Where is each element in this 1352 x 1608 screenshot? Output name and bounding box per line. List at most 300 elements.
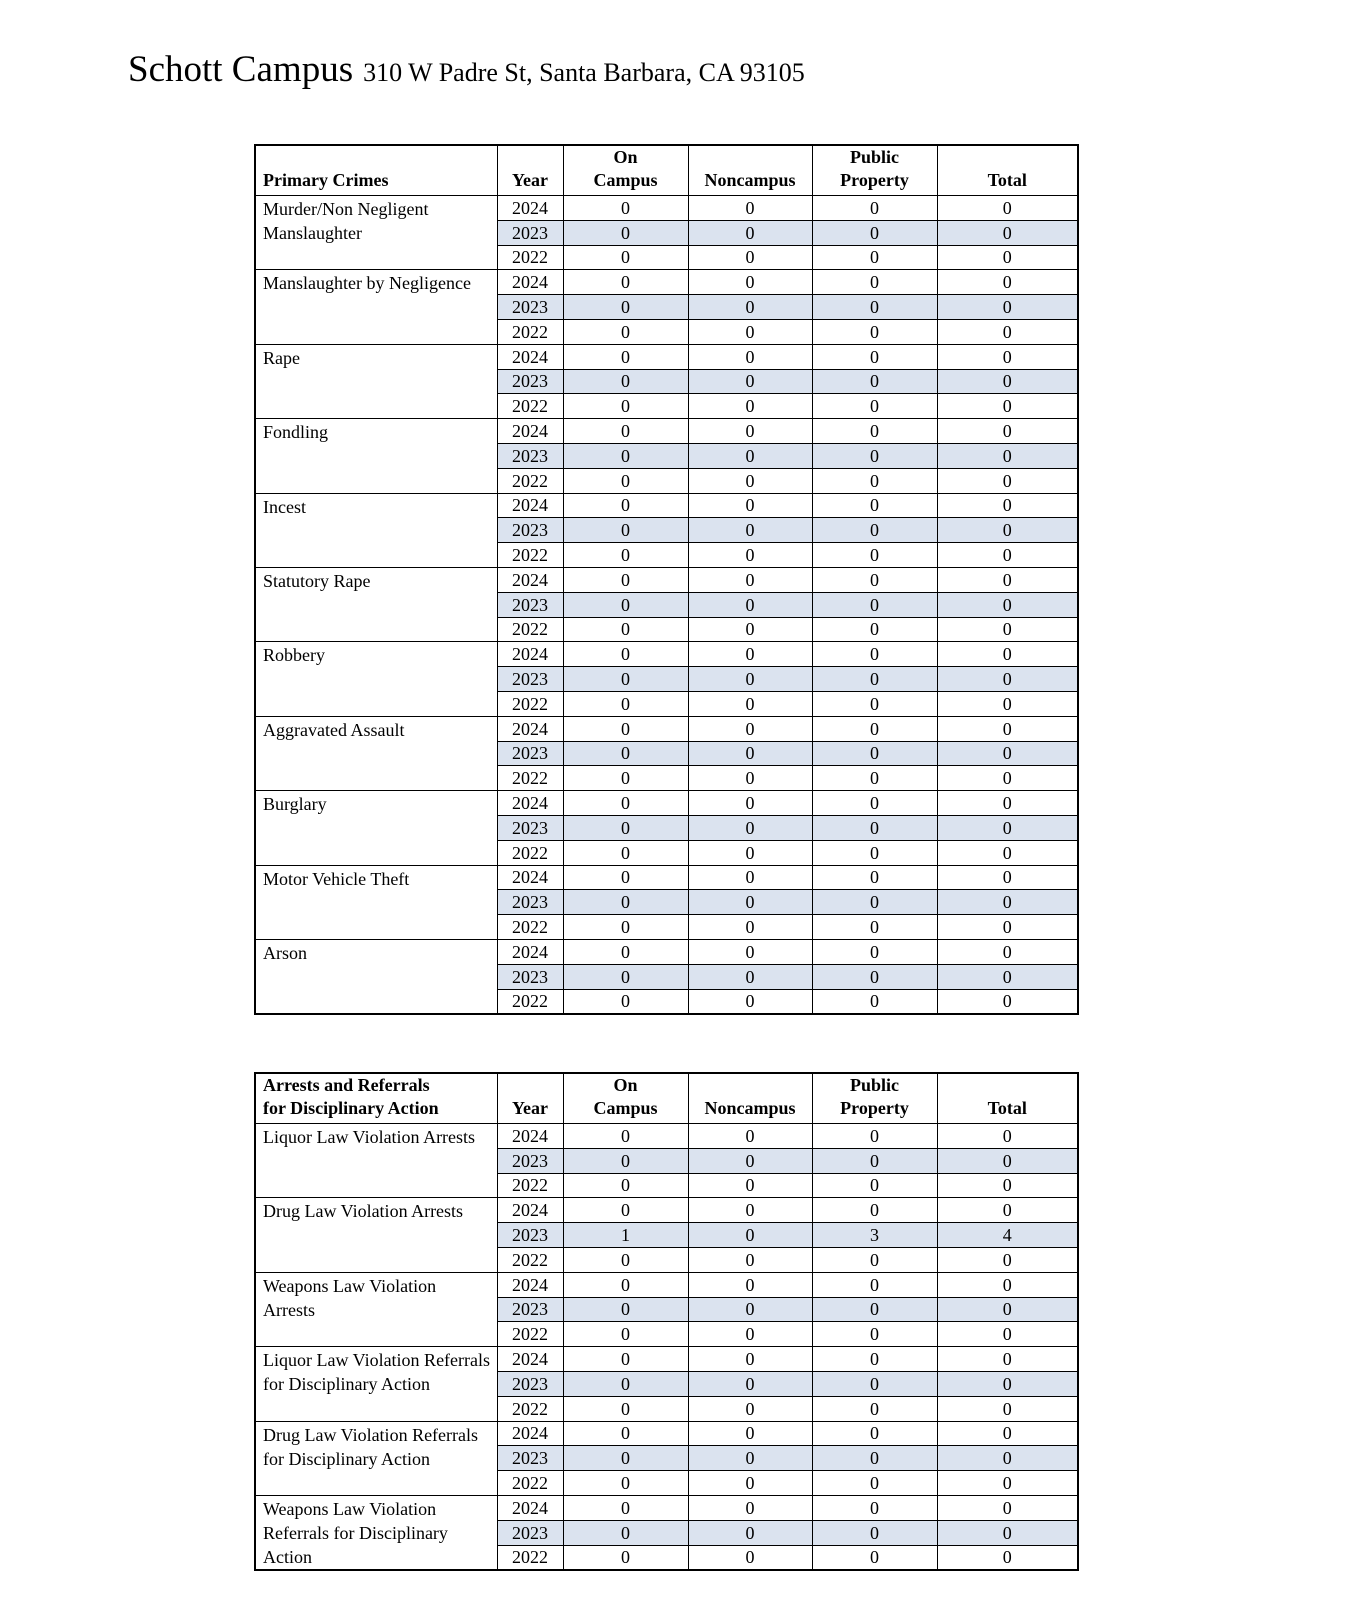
category-cell: Drug Law Violation Arrests (255, 1198, 497, 1272)
year-cell: 2023 (497, 1223, 563, 1248)
noncampus-value-cell: 0 (688, 1471, 812, 1496)
noncampus-value-cell: 0 (688, 1396, 812, 1421)
on-campus-value-cell: 0 (563, 915, 688, 940)
total-value-cell: 0 (937, 741, 1078, 766)
table-row-2024 (255, 419, 1078, 444)
year-cell: 2024 (497, 1347, 563, 1372)
on-campus-value-cell: 0 (563, 716, 688, 741)
total-value-cell: 0 (937, 915, 1078, 940)
public-property-value-cell: 0 (812, 220, 937, 245)
table-row-2024 (255, 344, 1078, 369)
category-cell: Murder/Non Negligent Manslaughter (255, 196, 497, 270)
noncampus-value-cell: 0 (688, 1272, 812, 1297)
year-cell: 2022 (497, 1396, 563, 1421)
on-campus-value-cell: 0 (563, 518, 688, 543)
total-value-cell: 0 (937, 1371, 1078, 1396)
on-campus-value-cell: 0 (563, 1198, 688, 1223)
total-value-cell: 0 (937, 1421, 1078, 1446)
noncampus-value-cell: 0 (688, 567, 812, 592)
noncampus-value-cell: 0 (688, 840, 812, 865)
category-cell: Liquor Law Violation Arrests (255, 1124, 497, 1198)
on-campus-value-cell: 0 (563, 1421, 688, 1446)
total-value-cell: 0 (937, 1347, 1078, 1372)
on-campus-value-cell: 0 (563, 493, 688, 518)
category-cell: Arson (255, 939, 497, 1013)
year-cell: 2024 (497, 1421, 563, 1446)
on-campus-value-cell: 0 (563, 741, 688, 766)
on-campus-value-cell: 0 (563, 1371, 688, 1396)
on-campus-value-cell: 0 (563, 567, 688, 592)
category-cell: Statutory Rape (255, 567, 497, 641)
public-property-value-cell: 0 (812, 443, 937, 468)
public-property-value-cell: 0 (812, 791, 937, 816)
public-property-value-cell: 3 (812, 1223, 937, 1248)
year-cell: 2022 (497, 840, 563, 865)
on-campus-value-cell: 0 (563, 1247, 688, 1272)
total-value-cell: 0 (937, 939, 1078, 964)
year-cell: 2024 (497, 344, 563, 369)
total-value-cell: 0 (937, 1124, 1078, 1149)
year-cell: 2023 (497, 815, 563, 840)
noncampus-value-cell: 0 (688, 295, 812, 320)
category-cell: Motor Vehicle Theft (255, 865, 497, 939)
public-property-value-cell: 0 (812, 766, 937, 791)
campus-title: Schott Campus (128, 49, 354, 90)
public-property-value-cell: 0 (812, 989, 937, 1014)
total-value-cell: 4 (937, 1223, 1078, 1248)
category-cell: Fondling (255, 419, 497, 493)
noncampus-value-cell: 0 (688, 270, 812, 295)
noncampus-value-cell: 0 (688, 1173, 812, 1198)
table-row-2024 (255, 939, 1078, 964)
col-header-total: Total (937, 1073, 1078, 1124)
public-property-value-cell: 0 (812, 1421, 937, 1446)
noncampus-value-cell: 0 (688, 691, 812, 716)
noncampus-value-cell: 0 (688, 766, 812, 791)
on-campus-value-cell: 0 (563, 1495, 688, 1520)
noncampus-value-cell: 0 (688, 716, 812, 741)
total-value-cell: 0 (937, 964, 1078, 989)
on-campus-value-cell: 0 (563, 815, 688, 840)
total-value-cell: 0 (937, 1198, 1078, 1223)
year-cell: 2022 (497, 394, 563, 419)
on-campus-value-cell: 0 (563, 667, 688, 692)
total-value-cell: 0 (937, 865, 1078, 890)
year-cell: 2023 (497, 1148, 563, 1173)
on-campus-value-cell: 0 (563, 245, 688, 270)
year-cell: 2024 (497, 419, 563, 444)
noncampus-value-cell: 0 (688, 815, 812, 840)
total-value-cell: 0 (937, 1495, 1078, 1520)
col-header-on-campus: On Campus (563, 1073, 688, 1124)
table-row-2024 (255, 716, 1078, 741)
noncampus-value-cell: 0 (688, 617, 812, 642)
public-property-value-cell: 0 (812, 295, 937, 320)
total-value-cell: 0 (937, 691, 1078, 716)
on-campus-value-cell: 0 (563, 1272, 688, 1297)
public-property-value-cell: 0 (812, 642, 937, 667)
noncampus-value-cell: 0 (688, 642, 812, 667)
year-cell: 2023 (497, 443, 563, 468)
on-campus-value-cell: 0 (563, 1322, 688, 1347)
on-campus-value-cell: 0 (563, 1148, 688, 1173)
on-campus-value-cell: 0 (563, 766, 688, 791)
noncampus-value-cell: 0 (688, 344, 812, 369)
on-campus-value-cell: 0 (563, 989, 688, 1014)
public-property-value-cell: 0 (812, 1322, 937, 1347)
on-campus-value-cell: 0 (563, 369, 688, 394)
public-property-value-cell: 0 (812, 1396, 937, 1421)
noncampus-value-cell: 0 (688, 1297, 812, 1322)
public-property-value-cell: 0 (812, 1124, 937, 1149)
total-value-cell: 0 (937, 1297, 1078, 1322)
col-header-on-campus: On Campus (563, 145, 688, 196)
year-cell: 2022 (497, 617, 563, 642)
public-property-value-cell: 0 (812, 964, 937, 989)
public-property-value-cell: 0 (812, 344, 937, 369)
on-campus-value-cell: 0 (563, 691, 688, 716)
total-value-cell: 0 (937, 1396, 1078, 1421)
noncampus-value-cell: 0 (688, 1347, 812, 1372)
public-property-value-cell: 0 (812, 1471, 937, 1496)
on-campus-value-cell: 0 (563, 1297, 688, 1322)
year-cell: 2023 (497, 369, 563, 394)
year-cell: 2022 (497, 1173, 563, 1198)
public-property-value-cell: 0 (812, 245, 937, 270)
noncampus-value-cell: 0 (688, 791, 812, 816)
table-row-2024 (255, 642, 1078, 667)
total-value-cell: 0 (937, 716, 1078, 741)
year-cell: 2024 (497, 1495, 563, 1520)
total-value-cell: 0 (937, 468, 1078, 493)
total-value-cell: 0 (937, 1272, 1078, 1297)
public-property-value-cell: 0 (812, 567, 937, 592)
on-campus-value-cell: 0 (563, 295, 688, 320)
noncampus-value-cell: 0 (688, 196, 812, 221)
table-row-2024 (255, 493, 1078, 518)
year-cell: 2024 (497, 493, 563, 518)
category-cell: Burglary (255, 791, 497, 865)
total-value-cell: 0 (937, 196, 1078, 221)
noncampus-value-cell: 0 (688, 1446, 812, 1471)
year-cell: 2022 (497, 915, 563, 940)
public-property-value-cell: 0 (812, 270, 937, 295)
public-property-value-cell: 0 (812, 1247, 937, 1272)
on-campus-value-cell: 0 (563, 1545, 688, 1570)
category-cell: Weapons Law Violation Arrests (255, 1272, 497, 1346)
on-campus-value-cell: 0 (563, 865, 688, 890)
year-cell: 2024 (497, 567, 563, 592)
total-value-cell: 0 (937, 766, 1078, 791)
category-cell: Aggravated Assault (255, 716, 497, 790)
table-row-2024 (255, 1495, 1078, 1520)
on-campus-value-cell: 0 (563, 1471, 688, 1496)
public-property-value-cell: 0 (812, 890, 937, 915)
public-property-value-cell: 0 (812, 815, 937, 840)
public-property-value-cell: 0 (812, 840, 937, 865)
year-cell: 2024 (497, 1124, 563, 1149)
noncampus-value-cell: 0 (688, 394, 812, 419)
total-value-cell: 0 (937, 543, 1078, 568)
on-campus-value-cell: 0 (563, 443, 688, 468)
noncampus-value-cell: 0 (688, 369, 812, 394)
year-cell: 2023 (497, 667, 563, 692)
header-row (255, 145, 1078, 196)
category-cell: Rape (255, 344, 497, 418)
noncampus-value-cell: 0 (688, 419, 812, 444)
table-row-2024 (255, 270, 1078, 295)
year-cell: 2022 (497, 245, 563, 270)
on-campus-value-cell: 0 (563, 344, 688, 369)
col-header-total: Total (937, 145, 1078, 196)
public-property-value-cell: 0 (812, 592, 937, 617)
total-value-cell: 0 (937, 1446, 1078, 1471)
on-campus-value-cell: 0 (563, 1347, 688, 1372)
total-value-cell: 0 (937, 617, 1078, 642)
noncampus-value-cell: 0 (688, 865, 812, 890)
year-cell: 2023 (497, 1520, 563, 1545)
year-cell: 2024 (497, 939, 563, 964)
public-property-value-cell: 0 (812, 716, 937, 741)
total-value-cell: 0 (937, 394, 1078, 419)
year-cell: 2023 (497, 518, 563, 543)
public-property-value-cell: 0 (812, 691, 937, 716)
category-cell: Manslaughter by Negligence (255, 270, 497, 344)
total-value-cell: 0 (937, 815, 1078, 840)
noncampus-value-cell: 0 (688, 543, 812, 568)
year-cell: 2022 (497, 691, 563, 716)
year-cell: 2024 (497, 642, 563, 667)
public-property-value-cell: 0 (812, 939, 937, 964)
total-value-cell: 0 (937, 567, 1078, 592)
total-value-cell: 0 (937, 270, 1078, 295)
year-cell: 2024 (497, 1272, 563, 1297)
year-cell: 2022 (497, 468, 563, 493)
table-row-2024 (255, 865, 1078, 890)
table-row-2024 (255, 1272, 1078, 1297)
public-property-value-cell: 0 (812, 493, 937, 518)
total-value-cell: 0 (937, 667, 1078, 692)
noncampus-value-cell: 0 (688, 468, 812, 493)
category-cell: Drug Law Violation Referrals for Disciplinary Action (255, 1421, 497, 1495)
total-value-cell: 0 (937, 890, 1078, 915)
col-header-primary-crimes: Primary Crimes (255, 145, 497, 196)
noncampus-value-cell: 0 (688, 592, 812, 617)
col-header-noncampus: Noncampus (688, 145, 812, 196)
noncampus-value-cell: 0 (688, 220, 812, 245)
total-value-cell: 0 (937, 419, 1078, 444)
noncampus-value-cell: 0 (688, 1371, 812, 1396)
table-row-2024 (255, 1198, 1078, 1223)
on-campus-value-cell: 0 (563, 939, 688, 964)
noncampus-value-cell: 0 (688, 1495, 812, 1520)
total-value-cell: 0 (937, 1148, 1078, 1173)
total-value-cell: 0 (937, 518, 1078, 543)
noncampus-value-cell: 0 (688, 443, 812, 468)
col-header-year: Year (497, 145, 563, 196)
table-row-2024 (255, 1421, 1078, 1446)
on-campus-value-cell: 0 (563, 468, 688, 493)
noncampus-value-cell: 0 (688, 1545, 812, 1570)
public-property-value-cell: 0 (812, 543, 937, 568)
year-cell: 2022 (497, 543, 563, 568)
noncampus-value-cell: 0 (688, 890, 812, 915)
noncampus-value-cell: 0 (688, 915, 812, 940)
total-value-cell: 0 (937, 369, 1078, 394)
table-row-2024 (255, 791, 1078, 816)
year-cell: 2024 (497, 716, 563, 741)
table-row-2024 (255, 196, 1078, 221)
on-campus-value-cell: 0 (563, 791, 688, 816)
total-value-cell: 0 (937, 295, 1078, 320)
year-cell: 2023 (497, 1297, 563, 1322)
noncampus-value-cell: 0 (688, 1198, 812, 1223)
category-cell: Weapons Law Violation Referrals for Disciplinary Action (255, 1495, 497, 1570)
category-cell: Incest (255, 493, 497, 567)
noncampus-value-cell: 0 (688, 1124, 812, 1149)
public-property-value-cell: 0 (812, 1446, 937, 1471)
total-value-cell: 0 (937, 493, 1078, 518)
noncampus-value-cell: 0 (688, 1520, 812, 1545)
col-header-noncampus: Noncampus (688, 1073, 812, 1124)
table-row-2024 (255, 1124, 1078, 1149)
noncampus-value-cell: 0 (688, 1421, 812, 1446)
noncampus-value-cell: 0 (688, 741, 812, 766)
public-property-value-cell: 0 (812, 1520, 937, 1545)
total-value-cell: 0 (937, 443, 1078, 468)
total-value-cell: 0 (937, 319, 1078, 344)
page-title (128, 48, 805, 91)
total-value-cell: 0 (937, 220, 1078, 245)
public-property-value-cell: 0 (812, 667, 937, 692)
public-property-value-cell: 0 (812, 1297, 937, 1322)
on-campus-value-cell: 0 (563, 419, 688, 444)
category-cell: Liquor Law Violation Referrals for Disciplinary Action (255, 1347, 497, 1421)
on-campus-value-cell: 0 (563, 1396, 688, 1421)
col-header-year: Year (497, 1073, 563, 1124)
total-value-cell: 0 (937, 791, 1078, 816)
year-cell: 2024 (497, 865, 563, 890)
noncampus-value-cell: 0 (688, 667, 812, 692)
year-cell: 2023 (497, 1371, 563, 1396)
year-cell: 2022 (497, 1247, 563, 1272)
total-value-cell: 0 (937, 245, 1078, 270)
year-cell: 2024 (497, 791, 563, 816)
year-cell: 2022 (497, 1322, 563, 1347)
public-property-value-cell: 0 (812, 369, 937, 394)
col-header-public-property: Public Property (812, 145, 937, 196)
public-property-value-cell: 0 (812, 319, 937, 344)
on-campus-value-cell: 0 (563, 617, 688, 642)
public-property-value-cell: 0 (812, 1495, 937, 1520)
public-property-value-cell: 0 (812, 1272, 937, 1297)
public-property-value-cell: 0 (812, 1347, 937, 1372)
public-property-value-cell: 0 (812, 196, 937, 221)
noncampus-value-cell: 0 (688, 245, 812, 270)
total-value-cell: 0 (937, 1520, 1078, 1545)
total-value-cell: 0 (937, 1545, 1078, 1570)
on-campus-value-cell: 0 (563, 840, 688, 865)
noncampus-value-cell: 0 (688, 989, 812, 1014)
public-property-value-cell: 0 (812, 1173, 937, 1198)
total-value-cell: 0 (937, 1471, 1078, 1496)
year-cell: 2023 (497, 890, 563, 915)
noncampus-value-cell: 0 (688, 939, 812, 964)
year-cell: 2023 (497, 592, 563, 617)
campus-address: 310 W Padre St, Santa Barbara, CA 93105 (363, 58, 805, 87)
noncampus-value-cell: 0 (688, 518, 812, 543)
on-campus-value-cell: 1 (563, 1223, 688, 1248)
public-property-value-cell: 0 (812, 1545, 937, 1570)
year-cell: 2023 (497, 220, 563, 245)
noncampus-value-cell: 0 (688, 964, 812, 989)
year-cell: 2022 (497, 766, 563, 791)
noncampus-value-cell: 0 (688, 1148, 812, 1173)
total-value-cell: 0 (937, 1322, 1078, 1347)
on-campus-value-cell: 0 (563, 1124, 688, 1149)
year-cell: 2024 (497, 270, 563, 295)
on-campus-value-cell: 0 (563, 890, 688, 915)
total-value-cell: 0 (937, 1247, 1078, 1272)
table-row-2024 (255, 567, 1078, 592)
public-property-value-cell: 0 (812, 1198, 937, 1223)
col-header-arrests-referrals: Arrests and Referrals for Disciplinary Action (255, 1073, 497, 1124)
total-value-cell: 0 (937, 1173, 1078, 1198)
year-cell: 2022 (497, 989, 563, 1014)
year-cell: 2022 (497, 1545, 563, 1570)
noncampus-value-cell: 0 (688, 319, 812, 344)
noncampus-value-cell: 0 (688, 1223, 812, 1248)
primary-crimes-table (254, 144, 1079, 1015)
public-property-value-cell: 0 (812, 741, 937, 766)
on-campus-value-cell: 0 (563, 543, 688, 568)
on-campus-value-cell: 0 (563, 1173, 688, 1198)
total-value-cell: 0 (937, 592, 1078, 617)
on-campus-value-cell: 0 (563, 319, 688, 344)
table-row-2024 (255, 1347, 1078, 1372)
on-campus-value-cell: 0 (563, 394, 688, 419)
header-row (255, 1073, 1078, 1124)
on-campus-value-cell: 0 (563, 964, 688, 989)
noncampus-value-cell: 0 (688, 1322, 812, 1347)
on-campus-value-cell: 0 (563, 642, 688, 667)
public-property-value-cell: 0 (812, 865, 937, 890)
public-property-value-cell: 0 (812, 617, 937, 642)
year-cell: 2023 (497, 295, 563, 320)
public-property-value-cell: 0 (812, 915, 937, 940)
year-cell: 2023 (497, 964, 563, 989)
total-value-cell: 0 (937, 989, 1078, 1014)
public-property-value-cell: 0 (812, 518, 937, 543)
year-cell: 2024 (497, 1198, 563, 1223)
on-campus-value-cell: 0 (563, 270, 688, 295)
col-header-public-property: Public Property (812, 1073, 937, 1124)
public-property-value-cell: 0 (812, 419, 937, 444)
total-value-cell: 0 (937, 344, 1078, 369)
on-campus-value-cell: 0 (563, 196, 688, 221)
total-value-cell: 0 (937, 642, 1078, 667)
public-property-value-cell: 0 (812, 1148, 937, 1173)
total-value-cell: 0 (937, 840, 1078, 865)
year-cell: 2023 (497, 1446, 563, 1471)
year-cell: 2024 (497, 196, 563, 221)
on-campus-value-cell: 0 (563, 220, 688, 245)
arrests-referrals-table (254, 1072, 1079, 1571)
on-campus-value-cell: 0 (563, 1520, 688, 1545)
on-campus-value-cell: 0 (563, 1446, 688, 1471)
public-property-value-cell: 0 (812, 1371, 937, 1396)
on-campus-value-cell: 0 (563, 592, 688, 617)
